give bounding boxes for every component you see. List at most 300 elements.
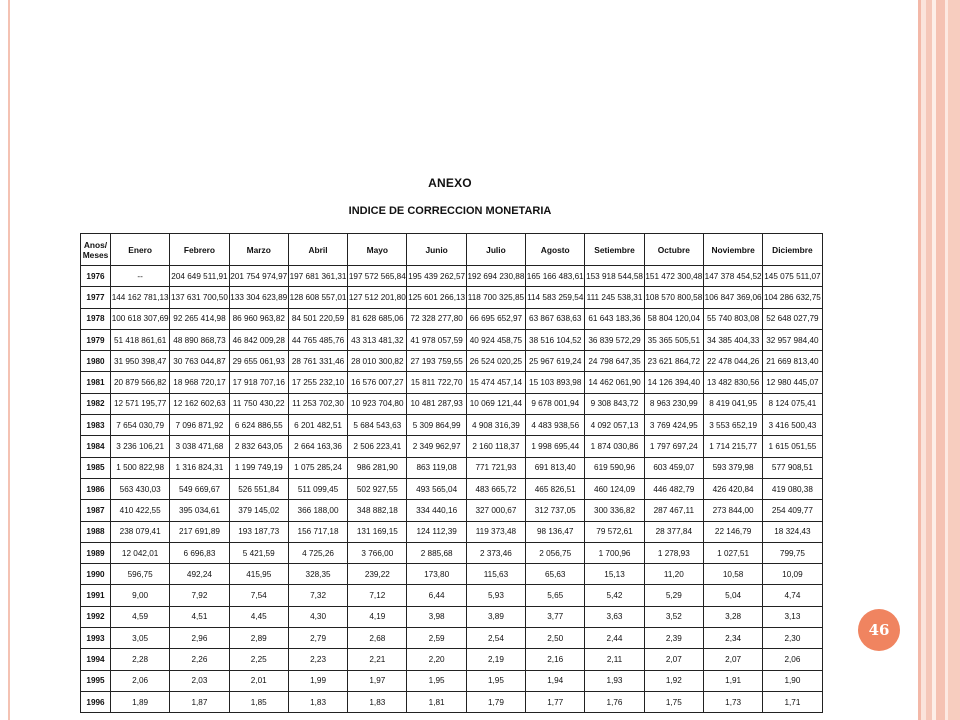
table-cell: 2,20 <box>407 649 466 670</box>
table-cell: 30 763 044,87 <box>170 351 229 372</box>
table-cell: 1,89 <box>111 691 170 712</box>
table-cell: 1 874 030,86 <box>585 436 644 457</box>
table-cell: 25 967 619,24 <box>526 351 585 372</box>
table-cell: 14 126 394,40 <box>644 372 703 393</box>
table-row <box>81 691 823 712</box>
table-cell: 3,77 <box>526 606 585 627</box>
table-cell: 2 885,68 <box>407 542 466 563</box>
table-row <box>81 649 823 670</box>
table-cell: 526 551,84 <box>229 478 288 499</box>
table-cell: 5 684 543,63 <box>348 415 407 436</box>
table-cell: 26 524 020,25 <box>466 351 525 372</box>
table-cell: 1,73 <box>703 691 762 712</box>
table-cell: 379 145,02 <box>229 500 288 521</box>
table-cell: 9 678 001,94 <box>526 393 585 414</box>
table-cell: -- <box>111 266 170 287</box>
table-cell: 145 075 511,07 <box>763 266 822 287</box>
table-cell: 22 478 044,26 <box>703 351 762 372</box>
table-cell: 31 950 398,47 <box>111 351 170 372</box>
table-cell: 4 092 057,13 <box>585 415 644 436</box>
table-cell: 201 754 974,97 <box>229 266 288 287</box>
table-cell: 4 908 316,39 <box>466 415 525 436</box>
table-cell: 3,28 <box>703 606 762 627</box>
table-cell: 1 615 051,55 <box>763 436 822 457</box>
table-cell: 2 832 643,05 <box>229 436 288 457</box>
table-cell: 1,95 <box>407 670 466 691</box>
table-cell: 2,25 <box>229 649 288 670</box>
table-cell: 563 430,03 <box>111 478 170 499</box>
table-cell: 9 308 843,72 <box>585 393 644 414</box>
table-cell: 24 798 647,35 <box>585 351 644 372</box>
row-year: 1994 <box>81 649 111 670</box>
table-cell: 111 245 538,31 <box>585 287 644 308</box>
table-cell: 1,94 <box>526 670 585 691</box>
table-cell: 273 844,00 <box>703 500 762 521</box>
table-cell: 156 717,18 <box>288 521 347 542</box>
table-cell: 328,35 <box>288 564 347 585</box>
table-cell: 2,50 <box>526 628 585 649</box>
table-cell: 10,58 <box>703 564 762 585</box>
table-cell: 1,99 <box>288 670 347 691</box>
header-month: Abril <box>288 234 347 266</box>
table-cell: 15 811 722,70 <box>407 372 466 393</box>
table-cell: 125 601 266,13 <box>407 287 466 308</box>
table-cell: 106 847 369,06 <box>703 287 762 308</box>
table-cell: 1,81 <box>407 691 466 712</box>
table-cell: 593 379,98 <box>703 457 762 478</box>
table-cell: 2,30 <box>763 628 822 649</box>
table-cell: 6,44 <box>407 585 466 606</box>
row-year: 1985 <box>81 457 111 478</box>
table-cell: 1,76 <box>585 691 644 712</box>
header-year-month <box>81 234 111 266</box>
table-cell: 3,13 <box>763 606 822 627</box>
table-cell: 32 957 984,40 <box>763 329 822 350</box>
table-cell: 4,59 <box>111 606 170 627</box>
table-cell: 104 286 632,75 <box>763 287 822 308</box>
table-cell: 2,11 <box>585 649 644 670</box>
table-cell: 63 867 638,63 <box>526 308 585 329</box>
table-cell: 2,06 <box>111 670 170 691</box>
table-cell: 619 590,96 <box>585 457 644 478</box>
table-cell: 11 253 702,30 <box>288 393 347 414</box>
table-cell: 1,92 <box>644 670 703 691</box>
row-year: 1983 <box>81 415 111 436</box>
table-cell: 410 422,55 <box>111 500 170 521</box>
row-year: 1984 <box>81 436 111 457</box>
table-cell: 2,79 <box>288 628 347 649</box>
table-cell: 3,05 <box>111 628 170 649</box>
table-cell: 58 804 120,04 <box>644 308 703 329</box>
table-cell: 3 236 106,21 <box>111 436 170 457</box>
table-cell: 300 336,82 <box>585 500 644 521</box>
table-cell: 23 621 864,72 <box>644 351 703 372</box>
table-cell: 61 643 183,36 <box>585 308 644 329</box>
table-cell: 197 572 565,84 <box>348 266 407 287</box>
header-month: Marzo <box>229 234 288 266</box>
table-cell: 28 377,84 <box>644 521 703 542</box>
table-cell: 492,24 <box>170 564 229 585</box>
table-cell: 2,21 <box>348 649 407 670</box>
table-cell: 3 553 652,19 <box>703 415 762 436</box>
table-cell: 2,28 <box>111 649 170 670</box>
table-row <box>81 287 823 308</box>
table-cell: 3 038 471,68 <box>170 436 229 457</box>
correction-index-table-container <box>80 233 822 707</box>
table-cell: 18 324,43 <box>763 521 822 542</box>
table-cell: 204 649 511,91 <box>170 266 229 287</box>
table-cell: 144 162 781,13 <box>111 287 170 308</box>
table-cell: 3,63 <box>585 606 644 627</box>
row-year: 1987 <box>81 500 111 521</box>
table-cell: 16 576 007,27 <box>348 372 407 393</box>
row-year: 1995 <box>81 670 111 691</box>
table-row <box>81 542 823 563</box>
table-cell: 691 813,40 <box>526 457 585 478</box>
table-cell: 20 879 566,82 <box>111 372 170 393</box>
table-row <box>81 266 823 287</box>
table-cell: 7,92 <box>170 585 229 606</box>
table-cell: 1,83 <box>348 691 407 712</box>
table-cell: 151 472 300,48 <box>644 266 703 287</box>
document-subtitle: INDICE DE CORRECCION MONETARIA <box>348 205 552 217</box>
table-cell: 1,77 <box>526 691 585 712</box>
table-cell: 7,12 <box>348 585 407 606</box>
header-month: Febrero <box>170 234 229 266</box>
row-year: 1990 <box>81 564 111 585</box>
table-cell: 5,65 <box>526 585 585 606</box>
table-row <box>81 351 823 372</box>
table-cell: 502 927,55 <box>348 478 407 499</box>
table-cell: 1 500 822,98 <box>111 457 170 478</box>
table-cell: 2,23 <box>288 649 347 670</box>
table-cell: 13 482 830,56 <box>703 372 762 393</box>
table-cell: 92 265 414,98 <box>170 308 229 329</box>
table-cell: 17 255 232,10 <box>288 372 347 393</box>
table-row <box>81 308 823 329</box>
table-cell: 46 842 009,28 <box>229 329 288 350</box>
table-cell: 217 691,89 <box>170 521 229 542</box>
table-cell: 118 700 325,85 <box>466 287 525 308</box>
table-cell: 287 467,11 <box>644 500 703 521</box>
row-year: 1976 <box>81 266 111 287</box>
header-month: Julio <box>466 234 525 266</box>
table-cell: 28 010 300,82 <box>348 351 407 372</box>
table-cell: 8 124 075,41 <box>763 393 822 414</box>
table-cell: 8 963 230,99 <box>644 393 703 414</box>
table-cell: 239,22 <box>348 564 407 585</box>
table-cell: 312 737,05 <box>526 500 585 521</box>
row-year: 1979 <box>81 329 111 350</box>
table-cell: 98 136,47 <box>526 521 585 542</box>
table-cell: 2,54 <box>466 628 525 649</box>
table-cell: 3,89 <box>466 606 525 627</box>
table-cell: 173,80 <box>407 564 466 585</box>
table-cell: 12 980 445,07 <box>763 372 822 393</box>
table-cell: 114 583 259,54 <box>526 287 585 308</box>
table-cell: 86 960 963,82 <box>229 308 288 329</box>
table-cell: 511 099,45 <box>288 478 347 499</box>
table-cell: 14 462 061,90 <box>585 372 644 393</box>
table-cell: 7 096 871,92 <box>170 415 229 436</box>
table-cell: 12 042,01 <box>111 542 170 563</box>
table-cell: 1,93 <box>585 670 644 691</box>
table-cell: 192 694 230,88 <box>466 266 525 287</box>
table-cell: 2,03 <box>170 670 229 691</box>
table-cell: 5 309 864,99 <box>407 415 466 436</box>
table-cell: 426 420,84 <box>703 478 762 499</box>
table-cell: 2,34 <box>703 628 762 649</box>
table-row <box>81 606 823 627</box>
table-cell: 2,44 <box>585 628 644 649</box>
header-month: Diciembre <box>763 234 822 266</box>
header-month: Enero <box>111 234 170 266</box>
table-cell: 131 169,15 <box>348 521 407 542</box>
table-cell: 15,13 <box>585 564 644 585</box>
table-cell: 863 119,08 <box>407 457 466 478</box>
table-cell: 3,98 <box>407 606 466 627</box>
table-row <box>81 436 823 457</box>
table-cell: 10 069 121,44 <box>466 393 525 414</box>
table-cell: 11,20 <box>644 564 703 585</box>
table-row <box>81 670 823 691</box>
table-cell: 38 516 104,52 <box>526 329 585 350</box>
page-number: 46 <box>868 621 890 639</box>
row-year: 1986 <box>81 478 111 499</box>
table-cell: 51 418 861,61 <box>111 329 170 350</box>
table-cell: 395 034,61 <box>170 500 229 521</box>
table-cell: 3 416 500,43 <box>763 415 822 436</box>
table-cell: 11 750 430,22 <box>229 393 288 414</box>
table-cell: 238 079,41 <box>111 521 170 542</box>
header-month: Mayo <box>348 234 407 266</box>
row-year: 1996 <box>81 691 111 712</box>
table-cell: 193 187,73 <box>229 521 288 542</box>
table-row <box>81 415 823 436</box>
row-year: 1992 <box>81 606 111 627</box>
table-cell: 596,75 <box>111 564 170 585</box>
page-number-badge <box>858 609 900 651</box>
table-row <box>81 478 823 499</box>
table-cell: 1 700,96 <box>585 542 644 563</box>
document-title: ANEXO <box>428 176 472 190</box>
table-cell: 366 188,00 <box>288 500 347 521</box>
table-cell: 35 365 505,51 <box>644 329 703 350</box>
table-cell: 1,87 <box>170 691 229 712</box>
table-cell: 1,85 <box>229 691 288 712</box>
table-cell: 2,39 <box>644 628 703 649</box>
table-cell: 6 624 886,55 <box>229 415 288 436</box>
table-cell: 2 056,75 <box>526 542 585 563</box>
table-cell: 100 618 307,69 <box>111 308 170 329</box>
table-cell: 28 761 331,46 <box>288 351 347 372</box>
table-cell: 72 328 277,80 <box>407 308 466 329</box>
table-row <box>81 564 823 585</box>
header-month: Agosto <box>526 234 585 266</box>
table-cell: 40 924 458,75 <box>466 329 525 350</box>
table-cell: 5 421,59 <box>229 542 288 563</box>
table-cell: 119 373,48 <box>466 521 525 542</box>
table-cell: 1 199 749,19 <box>229 457 288 478</box>
table-cell: 1,90 <box>763 670 822 691</box>
table-cell: 771 721,93 <box>466 457 525 478</box>
row-year: 1991 <box>81 585 111 606</box>
table-cell: 21 669 813,40 <box>763 351 822 372</box>
table-cell: 7,32 <box>288 585 347 606</box>
slide-left-border <box>0 0 10 720</box>
table-cell: 4 725,26 <box>288 542 347 563</box>
table-cell: 197 681 361,31 <box>288 266 347 287</box>
table-cell: 7 654 030,79 <box>111 415 170 436</box>
table-cell: 4,19 <box>348 606 407 627</box>
row-year: 1977 <box>81 287 111 308</box>
table-cell: 36 839 572,29 <box>585 329 644 350</box>
table-cell: 2,26 <box>170 649 229 670</box>
table-cell: 18 968 720,17 <box>170 372 229 393</box>
header-month: Junio <box>407 234 466 266</box>
table-cell: 460 124,09 <box>585 478 644 499</box>
table-cell: 10,09 <box>763 564 822 585</box>
header-month: Noviembre <box>703 234 762 266</box>
table-cell: 419 080,38 <box>763 478 822 499</box>
table-cell: 603 459,07 <box>644 457 703 478</box>
table-cell: 6 696,83 <box>170 542 229 563</box>
table-cell: 1,79 <box>466 691 525 712</box>
table-cell: 17 918 707,16 <box>229 372 288 393</box>
table-cell: 4,51 <box>170 606 229 627</box>
table-cell: 5,29 <box>644 585 703 606</box>
table-cell: 2,68 <box>348 628 407 649</box>
table-cell: 3 769 424,95 <box>644 415 703 436</box>
correction-index-table <box>80 233 823 713</box>
table-cell: 7,54 <box>229 585 288 606</box>
table-cell: 165 166 483,61 <box>526 266 585 287</box>
table-cell: 195 439 262,57 <box>407 266 466 287</box>
row-year: 1993 <box>81 628 111 649</box>
table-cell: 1 278,93 <box>644 542 703 563</box>
table-cell: 2 349 962,97 <box>407 436 466 457</box>
table-row <box>81 521 823 542</box>
table-cell: 465 826,51 <box>526 478 585 499</box>
table-cell: 1 316 824,31 <box>170 457 229 478</box>
table-cell: 27 193 759,55 <box>407 351 466 372</box>
row-year: 1988 <box>81 521 111 542</box>
table-cell: 127 512 201,80 <box>348 287 407 308</box>
table-cell: 1 027,51 <box>703 542 762 563</box>
row-year: 1980 <box>81 351 111 372</box>
slide-decorative-stripes <box>918 0 960 720</box>
table-cell: 2,01 <box>229 670 288 691</box>
table-cell: 3 766,00 <box>348 542 407 563</box>
table-cell: 4 483 938,56 <box>526 415 585 436</box>
table-cell: 133 304 623,89 <box>229 287 288 308</box>
table-row <box>81 457 823 478</box>
table-cell: 2 373,46 <box>466 542 525 563</box>
table-cell: 108 570 800,58 <box>644 287 703 308</box>
table-cell: 2,19 <box>466 649 525 670</box>
table-cell: 1,97 <box>348 670 407 691</box>
table-cell: 115,63 <box>466 564 525 585</box>
table-cell: 55 740 803,08 <box>703 308 762 329</box>
table-cell: 48 890 868,73 <box>170 329 229 350</box>
table-cell: 15 474 457,14 <box>466 372 525 393</box>
table-cell: 5,04 <box>703 585 762 606</box>
table-cell: 153 918 544,58 <box>585 266 644 287</box>
table-cell: 4,30 <box>288 606 347 627</box>
table-cell: 483 665,72 <box>466 478 525 499</box>
table-cell: 147 378 454,52 <box>703 266 762 287</box>
table-cell: 1,75 <box>644 691 703 712</box>
table-body <box>81 266 823 713</box>
row-year: 1989 <box>81 542 111 563</box>
table-cell: 1,83 <box>288 691 347 712</box>
table-cell: 2,16 <box>526 649 585 670</box>
table-cell: 79 572,61 <box>585 521 644 542</box>
table-cell: 1 797 697,24 <box>644 436 703 457</box>
table-cell: 3,52 <box>644 606 703 627</box>
table-cell: 81 628 685,06 <box>348 308 407 329</box>
header-month-line: Meses <box>82 249 109 260</box>
table-cell: 12 162 602,63 <box>170 393 229 414</box>
table-cell: 799,75 <box>763 542 822 563</box>
table-cell: 137 631 700,50 <box>170 287 229 308</box>
table-cell: 446 482,79 <box>644 478 703 499</box>
table-cell: 2,89 <box>229 628 288 649</box>
table-row <box>81 628 823 649</box>
table-cell: 124 112,39 <box>407 521 466 542</box>
table-cell: 34 385 404,33 <box>703 329 762 350</box>
table-cell: 986 281,90 <box>348 457 407 478</box>
table-row <box>81 500 823 521</box>
table-cell: 5,93 <box>466 585 525 606</box>
table-cell: 1,95 <box>466 670 525 691</box>
table-cell: 29 655 061,93 <box>229 351 288 372</box>
table-cell: 2,07 <box>644 649 703 670</box>
table-cell: 5,42 <box>585 585 644 606</box>
table-cell: 8 419 041,95 <box>703 393 762 414</box>
table-cell: 128 608 557,01 <box>288 287 347 308</box>
header-year-line: Anos/ <box>83 239 108 250</box>
table-cell: 577 908,51 <box>763 457 822 478</box>
table-row <box>81 372 823 393</box>
table-cell: 66 695 652,97 <box>466 308 525 329</box>
table-cell: 41 978 057,59 <box>407 329 466 350</box>
table-cell: 2 160 118,37 <box>466 436 525 457</box>
table-cell: 6 201 482,51 <box>288 415 347 436</box>
table-cell: 2,06 <box>763 649 822 670</box>
table-row <box>81 329 823 350</box>
table-cell: 1 714 215,77 <box>703 436 762 457</box>
table-cell: 44 765 485,76 <box>288 329 347 350</box>
table-cell: 12 571 195,77 <box>111 393 170 414</box>
table-cell: 10 481 287,93 <box>407 393 466 414</box>
table-cell: 1,71 <box>763 691 822 712</box>
table-cell: 10 923 704,80 <box>348 393 407 414</box>
table-cell: 254 409,77 <box>763 500 822 521</box>
table-cell: 22 146,79 <box>703 521 762 542</box>
table-cell: 2,07 <box>703 649 762 670</box>
table-cell: 4,45 <box>229 606 288 627</box>
row-year: 1981 <box>81 372 111 393</box>
table-cell: 334 440,16 <box>407 500 466 521</box>
table-cell: 2 664 163,36 <box>288 436 347 457</box>
table-cell: 348 882,18 <box>348 500 407 521</box>
table-cell: 2 506 223,41 <box>348 436 407 457</box>
table-cell: 549 669,67 <box>170 478 229 499</box>
table-header-row <box>81 234 823 266</box>
header-month: Octubre <box>644 234 703 266</box>
table-cell: 4,74 <box>763 585 822 606</box>
